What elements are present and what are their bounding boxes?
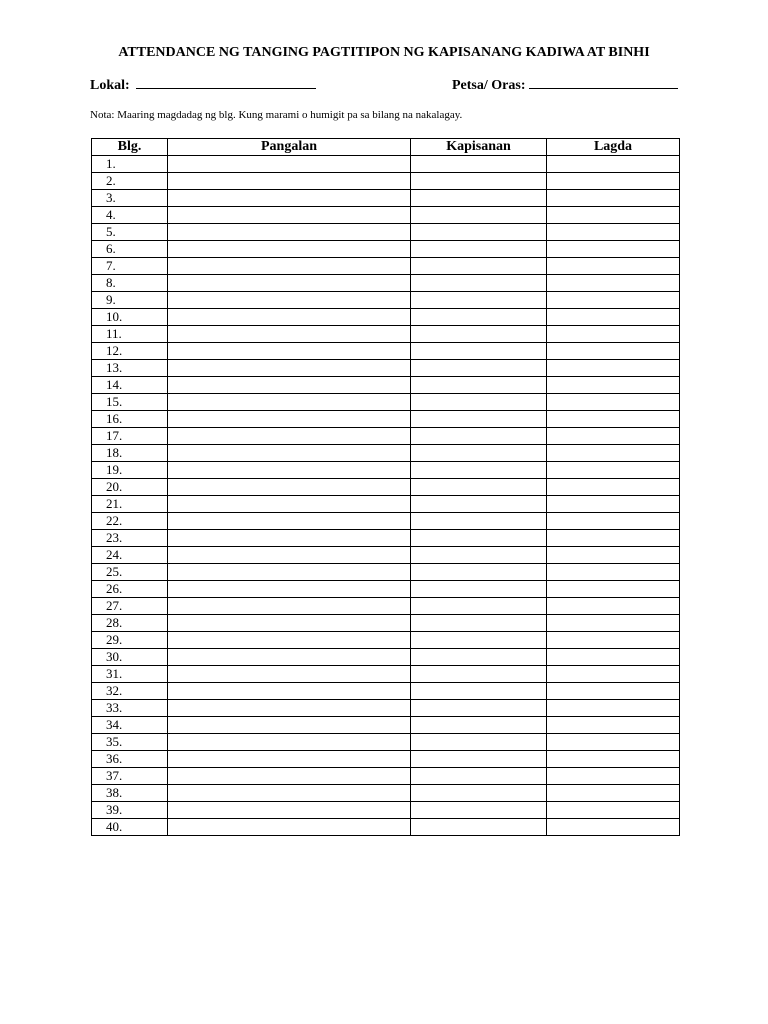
pangalan-cell[interactable] [168, 275, 411, 292]
row-number-cell: 12. [92, 343, 168, 360]
kapisanan-cell[interactable] [411, 326, 547, 343]
lagda-cell[interactable] [547, 717, 680, 734]
lagda-cell[interactable] [547, 292, 680, 309]
pangalan-cell[interactable] [168, 496, 411, 513]
lagda-cell[interactable] [547, 156, 680, 173]
table-row [92, 632, 680, 649]
row-number-cell: 30. [92, 649, 168, 666]
table-row [92, 428, 680, 445]
lagda-cell[interactable] [547, 700, 680, 717]
pangalan-cell[interactable] [168, 581, 411, 598]
row-number-cell: 6. [92, 241, 168, 258]
kapisanan-cell[interactable] [411, 547, 547, 564]
kapisanan-cell[interactable] [411, 207, 547, 224]
pangalan-cell[interactable] [168, 819, 411, 836]
table-row [92, 530, 680, 547]
row-number-cell: 25. [92, 564, 168, 581]
kapisanan-cell[interactable] [411, 224, 547, 241]
kapisanan-cell[interactable] [411, 632, 547, 649]
table-row [92, 173, 680, 190]
table-row [92, 683, 680, 700]
kapisanan-cell[interactable] [411, 734, 547, 751]
row-number-cell: 11. [92, 326, 168, 343]
kapisanan-cell[interactable] [411, 751, 547, 768]
lokal-field [90, 74, 316, 92]
row-number-cell: 4. [92, 207, 168, 224]
row-number-cell: 17. [92, 428, 168, 445]
petsa-oras-label: Petsa/ Oras: [452, 78, 526, 93]
row-number-cell: 2. [92, 173, 168, 190]
kapisanan-cell[interactable] [411, 513, 547, 530]
row-number-cell: 1. [92, 156, 168, 173]
lagda-cell[interactable] [547, 547, 680, 564]
table-row [92, 700, 680, 717]
header-kapisanan: Kapisanan [411, 139, 547, 156]
lagda-cell[interactable] [547, 785, 680, 802]
petsa-oras-field [452, 74, 678, 92]
table-row [92, 292, 680, 309]
row-number-cell: 5. [92, 224, 168, 241]
table-row [92, 479, 680, 496]
table-row [92, 649, 680, 666]
table-row [92, 156, 680, 173]
pangalan-cell[interactable] [168, 462, 411, 479]
pangalan-cell[interactable] [168, 326, 411, 343]
lagda-cell[interactable] [547, 802, 680, 819]
kapisanan-cell[interactable] [411, 598, 547, 615]
lagda-cell[interactable] [547, 598, 680, 615]
kapisanan-cell[interactable] [411, 190, 547, 207]
lagda-cell[interactable] [547, 207, 680, 224]
table-row [92, 411, 680, 428]
kapisanan-cell[interactable] [411, 411, 547, 428]
kapisanan-cell[interactable] [411, 768, 547, 785]
pangalan-cell[interactable] [168, 700, 411, 717]
pangalan-cell[interactable] [168, 173, 411, 190]
row-number-cell: 38. [92, 785, 168, 802]
lagda-cell[interactable] [547, 496, 680, 513]
table-row [92, 615, 680, 632]
kapisanan-cell[interactable] [411, 649, 547, 666]
row-number-cell: 16. [92, 411, 168, 428]
lokal-label: Lokal: [90, 78, 130, 93]
row-number-cell: 18. [92, 445, 168, 462]
pangalan-cell[interactable] [168, 258, 411, 275]
lagda-cell[interactable] [547, 581, 680, 598]
lagda-cell[interactable] [547, 768, 680, 785]
kapisanan-cell[interactable] [411, 156, 547, 173]
lagda-cell[interactable] [547, 394, 680, 411]
kapisanan-cell[interactable] [411, 292, 547, 309]
pangalan-cell[interactable] [168, 598, 411, 615]
lagda-cell[interactable] [547, 377, 680, 394]
header-blg: Blg. [92, 139, 168, 156]
kapisanan-cell[interactable] [411, 275, 547, 292]
lagda-cell[interactable] [547, 462, 680, 479]
lagda-cell[interactable] [547, 734, 680, 751]
table-row [92, 513, 680, 530]
lagda-cell[interactable] [547, 445, 680, 462]
table-row [92, 666, 680, 683]
lagda-cell[interactable] [547, 615, 680, 632]
pangalan-cell[interactable] [168, 768, 411, 785]
kapisanan-cell[interactable] [411, 377, 547, 394]
row-number-cell: 40. [92, 819, 168, 836]
lagda-cell[interactable] [547, 309, 680, 326]
table-row [92, 224, 680, 241]
row-number-cell: 31. [92, 666, 168, 683]
pangalan-cell[interactable] [168, 224, 411, 241]
table-row [92, 717, 680, 734]
pangalan-cell[interactable] [168, 377, 411, 394]
lagda-cell[interactable] [547, 411, 680, 428]
pangalan-cell[interactable] [168, 156, 411, 173]
table-row [92, 547, 680, 564]
row-number-cell: 21. [92, 496, 168, 513]
row-number-cell: 39. [92, 802, 168, 819]
kapisanan-cell[interactable] [411, 343, 547, 360]
table-row [92, 241, 680, 258]
kapisanan-cell[interactable] [411, 479, 547, 496]
lagda-cell[interactable] [547, 275, 680, 292]
table-row [92, 734, 680, 751]
lagda-cell[interactable] [547, 479, 680, 496]
lokal-blank-line[interactable] [136, 74, 316, 89]
lagda-cell[interactable] [547, 632, 680, 649]
table-row [92, 207, 680, 224]
table-body [92, 156, 680, 836]
row-number-cell: 26. [92, 581, 168, 598]
pangalan-cell[interactable] [168, 530, 411, 547]
lagda-cell[interactable] [547, 819, 680, 836]
lagda-cell[interactable] [547, 224, 680, 241]
kapisanan-cell[interactable] [411, 700, 547, 717]
lagda-cell[interactable] [547, 360, 680, 377]
pangalan-cell[interactable] [168, 479, 411, 496]
row-number-cell: 35. [92, 734, 168, 751]
row-number-cell: 23. [92, 530, 168, 547]
lagda-cell[interactable] [547, 564, 680, 581]
note-text: Nota: Maaring magdadag ng blg. Kung marami o humigit pa sa bilang na nakalagay. [90, 109, 463, 121]
lagda-cell[interactable] [547, 343, 680, 360]
pangalan-cell[interactable] [168, 445, 411, 462]
pangalan-cell[interactable] [168, 785, 411, 802]
petsa-oras-blank-line[interactable] [529, 74, 678, 89]
lagda-cell[interactable] [547, 649, 680, 666]
row-number-cell: 8. [92, 275, 168, 292]
row-number-cell: 9. [92, 292, 168, 309]
kapisanan-cell[interactable] [411, 615, 547, 632]
pangalan-cell[interactable] [168, 190, 411, 207]
lagda-cell[interactable] [547, 513, 680, 530]
kapisanan-cell[interactable] [411, 309, 547, 326]
kapisanan-cell[interactable] [411, 445, 547, 462]
table-row [92, 802, 680, 819]
table-row [92, 768, 680, 785]
row-number-cell: 10. [92, 309, 168, 326]
kapisanan-cell[interactable] [411, 173, 547, 190]
table-row [92, 751, 680, 768]
row-number-cell: 13. [92, 360, 168, 377]
pangalan-cell[interactable] [168, 513, 411, 530]
table-row [92, 343, 680, 360]
table-row [92, 394, 680, 411]
lagda-cell[interactable] [547, 326, 680, 343]
pangalan-cell[interactable] [168, 802, 411, 819]
pangalan-cell[interactable] [168, 411, 411, 428]
lagda-cell[interactable] [547, 428, 680, 445]
attendance-table [91, 138, 680, 836]
pangalan-cell[interactable] [168, 666, 411, 683]
table-row [92, 377, 680, 394]
row-number-cell: 33. [92, 700, 168, 717]
row-number-cell: 37. [92, 768, 168, 785]
kapisanan-cell[interactable] [411, 683, 547, 700]
table-row [92, 326, 680, 343]
table-row [92, 309, 680, 326]
pangalan-cell[interactable] [168, 394, 411, 411]
kapisanan-cell[interactable] [411, 564, 547, 581]
kapisanan-cell[interactable] [411, 241, 547, 258]
lagda-cell[interactable] [547, 666, 680, 683]
kapisanan-cell[interactable] [411, 785, 547, 802]
table-row [92, 275, 680, 292]
kapisanan-cell[interactable] [411, 530, 547, 547]
pangalan-cell[interactable] [168, 734, 411, 751]
table-row [92, 462, 680, 479]
lagda-cell[interactable] [547, 190, 680, 207]
pangalan-cell[interactable] [168, 547, 411, 564]
kapisanan-cell[interactable] [411, 428, 547, 445]
kapisanan-cell[interactable] [411, 581, 547, 598]
row-number-cell: 3. [92, 190, 168, 207]
lagda-cell[interactable] [547, 751, 680, 768]
row-number-cell: 7. [92, 258, 168, 275]
table-row [92, 564, 680, 581]
row-number-cell: 19. [92, 462, 168, 479]
row-number-cell: 28. [92, 615, 168, 632]
table-row [92, 819, 680, 836]
table-row [92, 190, 680, 207]
kapisanan-cell[interactable] [411, 819, 547, 836]
kapisanan-cell[interactable] [411, 462, 547, 479]
table-row [92, 785, 680, 802]
pangalan-cell[interactable] [168, 751, 411, 768]
pangalan-cell[interactable] [168, 428, 411, 445]
lagda-cell[interactable] [547, 530, 680, 547]
lagda-cell[interactable] [547, 258, 680, 275]
row-number-cell: 22. [92, 513, 168, 530]
kapisanan-cell[interactable] [411, 496, 547, 513]
row-number-cell: 14. [92, 377, 168, 394]
row-number-cell: 15. [92, 394, 168, 411]
lagda-cell[interactable] [547, 241, 680, 258]
table-row [92, 445, 680, 462]
kapisanan-cell[interactable] [411, 258, 547, 275]
pangalan-cell[interactable] [168, 564, 411, 581]
row-number-cell: 34. [92, 717, 168, 734]
table-row [92, 581, 680, 598]
table-row [92, 258, 680, 275]
pangalan-cell[interactable] [168, 343, 411, 360]
table-header-row [92, 139, 680, 156]
pangalan-cell[interactable] [168, 292, 411, 309]
lagda-cell[interactable] [547, 173, 680, 190]
pangalan-cell[interactable] [168, 360, 411, 377]
kapisanan-cell[interactable] [411, 360, 547, 377]
table-row [92, 496, 680, 513]
pangalan-cell[interactable] [168, 632, 411, 649]
table-row [92, 360, 680, 377]
table-row [92, 598, 680, 615]
row-number-cell: 20. [92, 479, 168, 496]
kapisanan-cell[interactable] [411, 394, 547, 411]
pangalan-cell[interactable] [168, 207, 411, 224]
row-number-cell: 27. [92, 598, 168, 615]
kapisanan-cell[interactable] [411, 717, 547, 734]
lagda-cell[interactable] [547, 683, 680, 700]
pangalan-cell[interactable] [168, 615, 411, 632]
row-number-cell: 32. [92, 683, 168, 700]
pangalan-cell[interactable] [168, 309, 411, 326]
row-number-cell: 29. [92, 632, 168, 649]
pangalan-cell[interactable] [168, 241, 411, 258]
pangalan-cell[interactable] [168, 717, 411, 734]
header-pangalan: Pangalan [168, 139, 411, 156]
page-title: ATTENDANCE NG TANGING PAGTITIPON NG KAPISANANG KADIWA AT BINHI [118, 45, 650, 60]
row-number-cell: 24. [92, 547, 168, 564]
kapisanan-cell[interactable] [411, 802, 547, 819]
header-lagda: Lagda [547, 139, 680, 156]
row-number-cell: 36. [92, 751, 168, 768]
pangalan-cell[interactable] [168, 683, 411, 700]
kapisanan-cell[interactable] [411, 666, 547, 683]
pangalan-cell[interactable] [168, 649, 411, 666]
